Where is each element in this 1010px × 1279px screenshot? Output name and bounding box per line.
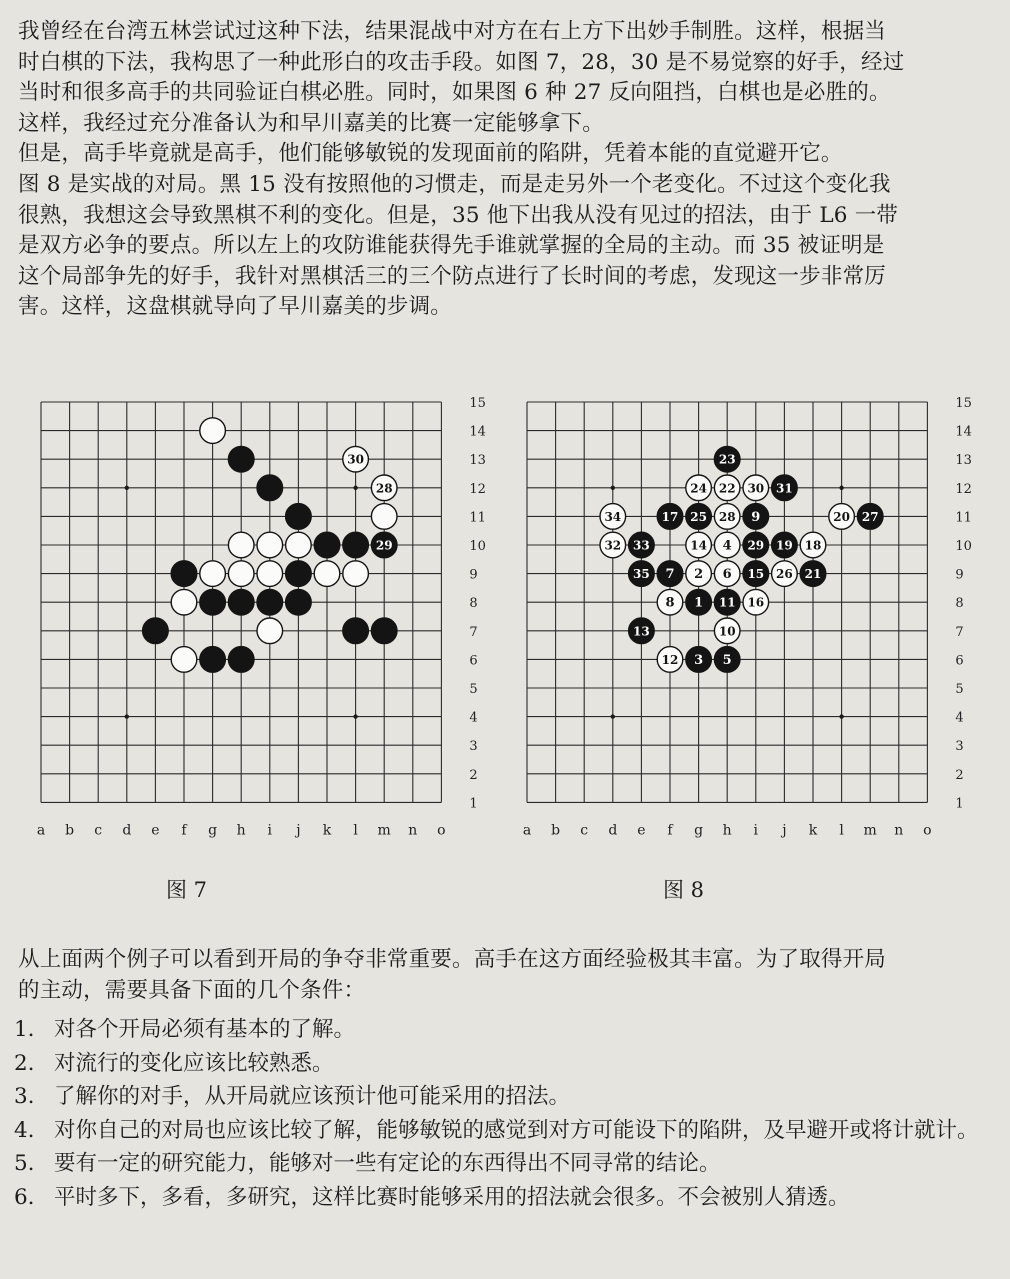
black-stone [343, 618, 369, 644]
column-label: n [408, 822, 418, 839]
white-stone [314, 561, 340, 587]
intro-line: 但是，高手毕竟就是高手，他们能够敏锐的发现面前的陷阱，凭着本能的直觉避开它。 [18, 141, 843, 167]
black-stone [286, 504, 312, 530]
row-label: 4 [955, 710, 964, 726]
summary-line: 的主动，需要具备下面的几个条件： [18, 977, 366, 1003]
black-stone [143, 618, 169, 644]
white-stone [171, 647, 197, 673]
move-number-label: 21 [804, 567, 822, 582]
star-point [611, 486, 615, 490]
row-label: 10 [469, 539, 486, 554]
column-label: o [923, 822, 932, 839]
move-number-label: 9 [751, 509, 761, 525]
list-item [14, 1116, 1004, 1147]
white-stone [257, 532, 283, 558]
row-label: 10 [955, 539, 972, 554]
move-number-label: 32 [604, 538, 622, 553]
column-label: l [839, 822, 844, 839]
list-item [14, 1082, 1004, 1113]
row-label: 15 [955, 396, 972, 411]
row-label: 8 [469, 596, 478, 612]
move-number-label: 19 [776, 538, 793, 553]
row-label: 1 [469, 796, 478, 812]
column-label: b [65, 822, 75, 839]
gomoku-board-figure-8 [522, 396, 982, 850]
row-label: 11 [469, 510, 486, 526]
item-text: 要有一定的研究能力，能够对一些有定论的东西得出不同寻常的结论。 [54, 1151, 721, 1177]
column-label: l [353, 822, 358, 839]
column-label: m [863, 822, 877, 839]
star-point [125, 714, 129, 718]
row-label: 12 [955, 481, 972, 497]
intro-line: 当时和很多高手的共同验证白棋必胜。同时，如果图 6 种 27 反向阻挡，白棋也是必胜的。 [18, 80, 891, 106]
intro-line: 这样，我经过充分准备认为和早川嘉美的比赛一定能够拿下。 [18, 110, 604, 136]
intro-line: 是双方必争的要点。所以左上的攻防谁能获得先手谁就掌握的全局的主动。而 35 被证明是 [18, 233, 885, 259]
move-number-label: 29 [375, 538, 393, 553]
black-stone [371, 618, 397, 644]
item-number: 3. [14, 1084, 35, 1110]
row-label: 6 [955, 653, 964, 669]
column-label: a [522, 822, 532, 839]
item-text: 了解你的对手，从开局就应该预计他可能采用的招法。 [54, 1084, 571, 1110]
row-label: 11 [955, 510, 972, 526]
row-label: 6 [469, 653, 478, 669]
column-label: c [94, 822, 103, 839]
move-number-label: 22 [718, 481, 736, 496]
move-number-label: 31 [776, 481, 793, 496]
move-number-label: 27 [861, 509, 879, 524]
black-stone [257, 589, 283, 615]
row-label: 5 [469, 682, 478, 697]
column-label: a [36, 822, 46, 839]
black-stone [343, 532, 369, 558]
figure-8-caption: 图 8 [663, 878, 705, 902]
summary-line: 从上面两个例子可以看到开局的争夺非常重要。高手在这方面经验极其丰富。为了取得开局 [18, 947, 887, 972]
row-label: 2 [469, 767, 478, 783]
star-point [353, 486, 357, 490]
row-label: 7 [955, 624, 964, 640]
black-stone [228, 589, 254, 615]
move-number-label: 12 [661, 652, 679, 667]
column-label: e [151, 822, 160, 839]
move-number-label: 10 [718, 624, 736, 639]
list-item [14, 1049, 1004, 1080]
row-label: 5 [955, 682, 964, 697]
gomoku-board-figure-7 [36, 396, 496, 850]
black-stone [200, 589, 226, 615]
white-stone [228, 532, 254, 558]
star-point [125, 486, 129, 490]
black-stone [314, 532, 340, 558]
conditions-list [14, 1012, 1004, 1214]
item-text: 平时多下，多看，多研究，这样比赛时能够采用的招法就会很多。不会被别人猜透。 [54, 1184, 850, 1210]
item-number: 5. [14, 1151, 35, 1177]
move-number-label: 3 [694, 652, 704, 668]
list-item [14, 1183, 1004, 1214]
black-stone [257, 475, 283, 501]
black-stone [228, 446, 254, 472]
column-label: f [181, 822, 187, 839]
white-stone [257, 561, 283, 587]
white-stone [200, 418, 226, 444]
column-label: m [377, 822, 391, 839]
list-item [14, 1149, 1004, 1180]
row-label: 9 [469, 567, 478, 583]
item-number: 2. [14, 1050, 35, 1076]
star-point [839, 486, 843, 490]
move-number-label: 25 [690, 509, 707, 524]
black-stone [286, 561, 312, 587]
move-number-label: 28 [718, 509, 736, 524]
move-number-label: 23 [718, 452, 736, 467]
column-label: h [722, 822, 732, 839]
column-label: n [894, 822, 904, 839]
column-label: k [322, 822, 332, 839]
move-number-label: 29 [747, 538, 765, 553]
move-number-label: 15 [747, 567, 765, 582]
item-number: 6. [14, 1184, 35, 1210]
column-label: j [782, 822, 787, 839]
item-text: 对你自己的对局也应该比较了解，能够敏锐的感觉到对方可能设下的陷阱，及早避开或将计就计。 [54, 1117, 979, 1143]
item-number: 4. [14, 1117, 35, 1143]
column-label: d [122, 822, 132, 839]
move-number-label: 28 [375, 481, 393, 496]
column-label: d [608, 822, 618, 839]
column-label: c [580, 822, 589, 839]
column-label: g [208, 822, 218, 839]
black-stone [228, 647, 254, 673]
row-label: 12 [469, 481, 486, 497]
column-label: f [667, 822, 673, 839]
move-number-label: 7 [665, 567, 675, 583]
move-number-label: 33 [633, 538, 650, 553]
intro-paragraph [18, 17, 998, 323]
black-stone [200, 647, 226, 673]
row-label: 2 [955, 767, 964, 783]
white-stone [200, 561, 226, 587]
row-label: 8 [955, 596, 964, 612]
figure-7-caption: 图 7 [166, 878, 208, 902]
white-stone [343, 561, 369, 587]
item-text: 对流行的变化应该比较熟悉。 [54, 1050, 334, 1076]
white-stone [371, 504, 397, 530]
move-number-label: 26 [776, 567, 793, 582]
column-label: i [753, 822, 759, 839]
star-point [353, 714, 357, 718]
column-label: g [694, 822, 704, 839]
row-label: 14 [469, 424, 486, 440]
item-number: 1. [14, 1017, 35, 1042]
column-label: o [437, 822, 446, 839]
summary-paragraph [18, 945, 998, 1006]
star-point [611, 714, 615, 718]
move-number-label: 8 [665, 595, 675, 611]
intro-line: 很熟，我想这会导致黑棋不利的变化。但是，35 他下出我从没有见过的招法，由于 L6 一带 [18, 202, 899, 228]
move-number-label: 18 [804, 538, 822, 553]
white-stone [286, 532, 312, 558]
item-text: 对各个开局必须有基本的了解。 [54, 1017, 356, 1042]
column-label: e [637, 822, 646, 839]
row-label: 9 [955, 567, 964, 583]
intro-line: 害。这样，这盘棋就导向了早川嘉美的步调。 [18, 294, 453, 320]
row-label: 13 [955, 453, 972, 469]
move-number-label: 30 [347, 452, 364, 467]
row-label: 3 [955, 739, 964, 755]
move-number-label: 4 [722, 538, 732, 554]
intro-line: 时白棋的下法，我构思了一种此形白的攻击手段。如图 7，28，30 是不易觉察的好手，经过 [18, 49, 905, 75]
move-number-label: 34 [604, 509, 622, 524]
white-stone [257, 618, 283, 644]
move-number-label: 16 [747, 595, 765, 610]
list-item [14, 1015, 1004, 1046]
intro-line: 这个局部争先的好手，我针对黑棋活三的三个防点进行了长时间的考虑，发现这一步非常厉 [18, 263, 887, 289]
move-number-label: 11 [718, 595, 736, 610]
intro-line: 图 8 是实战的对局。黑 15 没有按照他的习惯走，而是走另外一个老变化。不过这个变化我 [18, 171, 891, 197]
move-number-label: 17 [661, 509, 679, 524]
intro-line: 我曾经在台湾五林尝试过这种下法，结果混战中对方在右上方下出妙手制胜。这样，根据当 [18, 19, 887, 44]
row-label: 3 [469, 739, 478, 755]
move-number-label: 2 [694, 567, 704, 583]
column-label: j [296, 822, 301, 839]
move-number-label: 20 [833, 509, 850, 524]
star-point [839, 714, 843, 718]
move-number-label: 35 [633, 567, 650, 582]
row-label: 15 [469, 396, 486, 411]
column-label: h [236, 822, 246, 839]
row-label: 1 [955, 796, 964, 812]
row-label: 7 [469, 624, 478, 640]
white-stone [171, 589, 197, 615]
column-label: i [267, 822, 273, 839]
white-stone [228, 561, 254, 587]
move-number-label: 14 [690, 538, 707, 553]
column-label: k [808, 822, 818, 839]
black-stone [286, 589, 312, 615]
move-number-label: 6 [722, 567, 732, 583]
move-number-label: 1 [694, 595, 704, 611]
row-label: 4 [469, 710, 478, 726]
column-label: b [551, 822, 561, 839]
black-stone [171, 561, 197, 587]
move-number-label: 5 [722, 652, 732, 668]
row-label: 14 [955, 424, 972, 440]
move-number-label: 30 [747, 481, 765, 496]
move-number-label: 13 [633, 624, 650, 639]
row-label: 13 [469, 453, 486, 469]
move-number-label: 24 [690, 481, 707, 496]
